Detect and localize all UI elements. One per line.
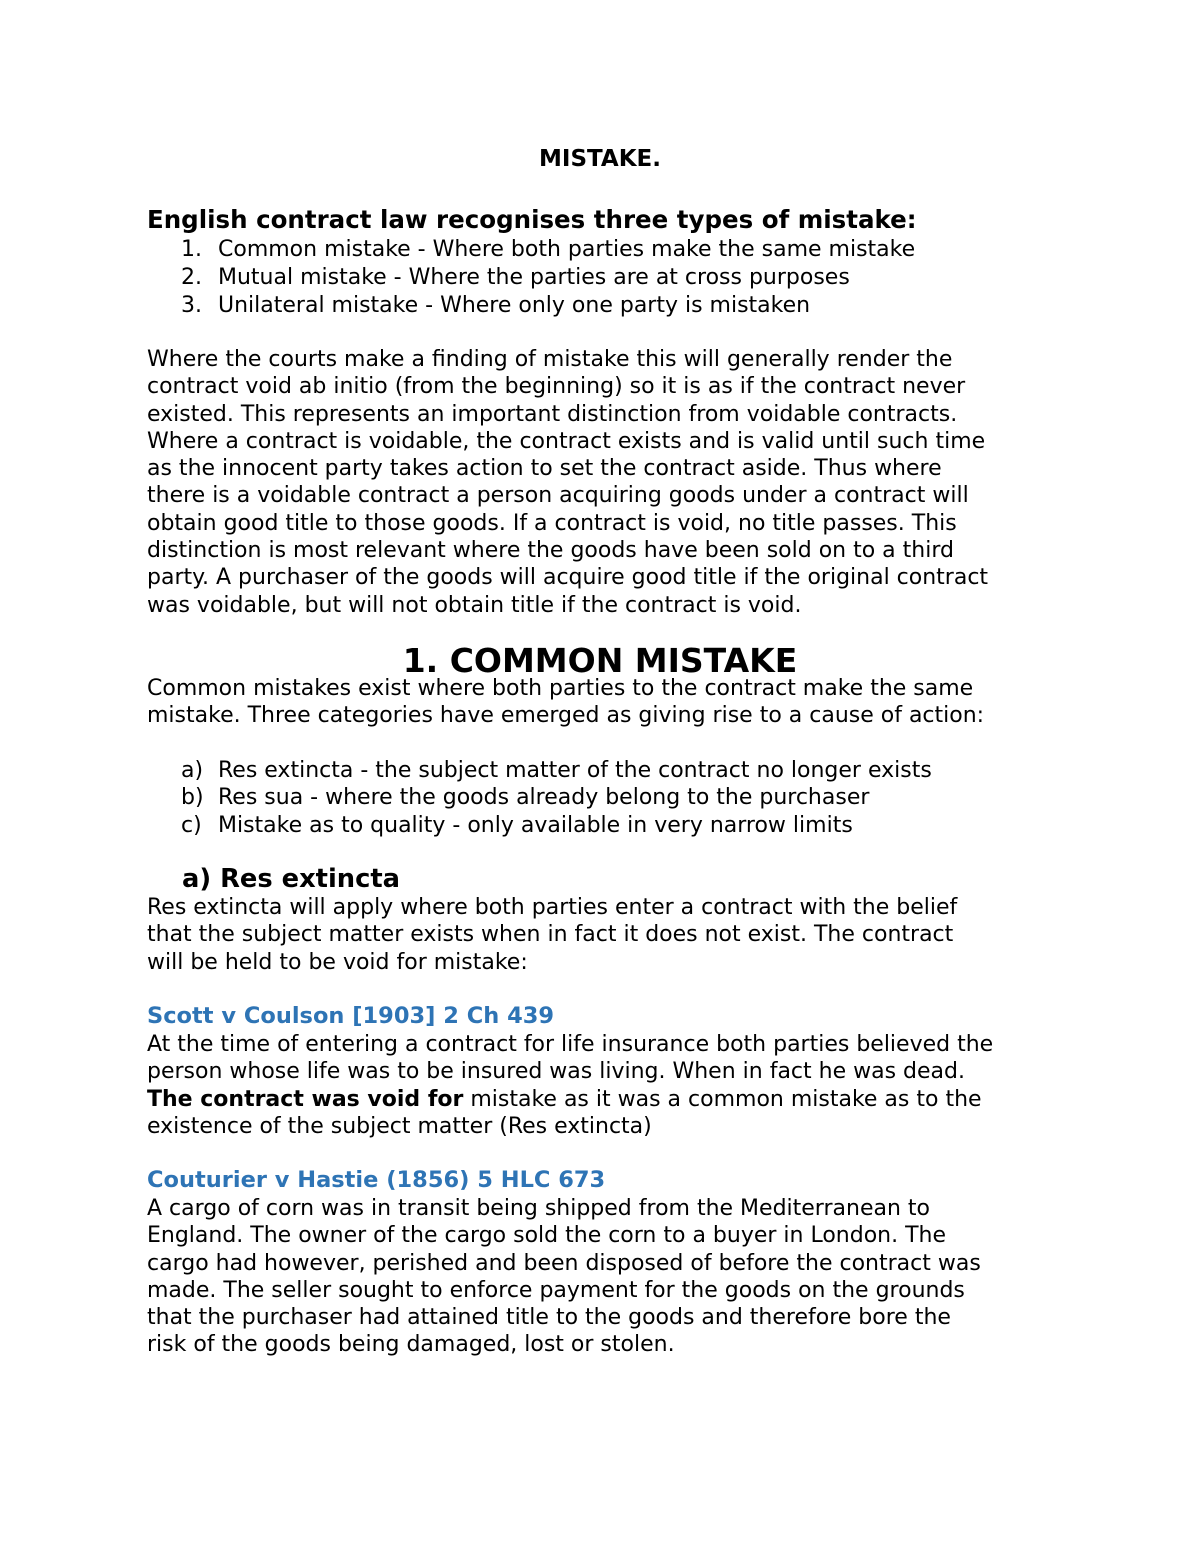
- case-title-couturier-v-hastie: Couturier v Hastie (1856) 5 HLC 673: [147, 1167, 606, 1193]
- paragraph-line: that the subject matter exists when in fact it does not exist. The contract: [147, 922, 954, 948]
- categories-list: [147, 757, 932, 839]
- list-item: [147, 292, 915, 320]
- paragraph-line: cargo had however, perished and been disposed of before the contract was: [147, 1250, 981, 1276]
- intro-heading: English contract law recognises three types of mistake:: [147, 205, 917, 234]
- list-item-text: Mistake as to quality - only available in very narrow limits: [218, 812, 853, 838]
- list-item-text: Res sua - where the goods already belong to the purchaser: [218, 785, 870, 811]
- paragraph-line: Where the courts make a finding of mistake this will generally render the: [147, 347, 953, 372]
- bold-holding-text: The contract was void for: [147, 1086, 464, 1112]
- paragraph-line: existed. This represents an important distinction from voidable contracts.: [147, 401, 958, 427]
- paragraph-line: person whose life was to be insured was living. When in fact he was dead.: [147, 1059, 965, 1085]
- subsection-heading-res-extincta: a) Res extincta: [182, 864, 401, 894]
- page-title: MISTAKE.: [539, 146, 661, 172]
- paragraph-line: risk of the goods being damaged, lost or stolen.: [147, 1332, 675, 1358]
- holding-rest-text: mistake as it was a common mistake as to the: [463, 1086, 982, 1112]
- section-heading-common-mistake: 1. COMMON MISTAKE: [402, 641, 798, 680]
- list-letter: b): [181, 785, 204, 811]
- paragraph-line: party. A purchaser of the goods will acquire good title if the original contract: [147, 565, 989, 591]
- paragraph-line: there is a voidable contract a person acquiring goods under a contract will: [147, 483, 969, 509]
- paragraph-line: Where a contract is voidable, the contract exists and is valid until such time: [147, 428, 986, 454]
- case-title-scott-v-coulson: Scott v Coulson [1903] 2 Ch 439: [147, 1003, 555, 1029]
- paragraph-line: mistake. Three categories have emerged as giving rise to a cause of action:: [147, 703, 985, 729]
- intro-paragraph: [147, 346, 1057, 619]
- mistake-types-list: [147, 236, 915, 320]
- list-item-text: Mutual mistake - Where the parties are at cross purposes: [218, 265, 850, 290]
- paragraph-line: contract void ab initio (from the beginning) so it is as if the contract never: [147, 374, 966, 400]
- list-item: [147, 757, 932, 784]
- paragraph-line: A cargo of corn was in transit being shipped from the Mediterranean to: [147, 1196, 930, 1221]
- list-item-text: Unilateral mistake - Where only one party is mistaken: [218, 293, 811, 318]
- list-item: [147, 812, 932, 839]
- paragraph-line: existence of the subject matter (Res extincta): [147, 1113, 652, 1139]
- list-letter: c): [181, 812, 202, 838]
- paragraph-line: was voidable, but will not obtain title if the contract is void.: [147, 592, 802, 618]
- paragraph-line: At the time of entering a contract for life insurance both parties believed the: [147, 1032, 994, 1057]
- paragraph-line: [147, 1086, 1057, 1113]
- list-item-text: Common mistake - Where both parties make the same mistake: [218, 237, 916, 262]
- paragraph-line: that the purchaser had attained title to the goods and therefore bore the: [147, 1305, 951, 1331]
- res-extincta-paragraph: [147, 894, 1057, 976]
- list-number: 2.: [181, 265, 202, 290]
- case-couturier-v-hastie-paragraph: [147, 1195, 1057, 1359]
- case-scott-v-coulson-paragraph: [147, 1031, 1057, 1140]
- list-item: [147, 264, 915, 292]
- paragraph-line: Res extincta will apply where both parties enter a contract with the belief: [147, 895, 958, 920]
- list-item-text: Res extincta - the subject matter of the contract no longer exists: [218, 758, 932, 783]
- paragraph-line: as the innocent party takes action to set the contract aside. Thus where: [147, 456, 942, 482]
- list-number: 3.: [181, 293, 202, 318]
- paragraph-line: Common mistakes exist where both parties to the contract make the same: [147, 676, 974, 701]
- paragraph-line: England. The owner of the cargo sold the corn to a buyer in London. The: [147, 1223, 947, 1249]
- list-item: [147, 236, 915, 264]
- paragraph-line: obtain good title to those goods. If a contract is void, no title passes. This: [147, 510, 957, 536]
- list-item: [147, 784, 932, 811]
- paragraph-line: distinction is most relevant where the goods have been sold on to a third: [147, 538, 954, 564]
- common-mistake-paragraph: [147, 675, 1057, 730]
- paragraph-line: will be held to be void for mistake:: [147, 949, 528, 975]
- list-number: 1.: [181, 237, 202, 262]
- paragraph-line: made. The seller sought to enforce payment for the goods on the grounds: [147, 1277, 965, 1303]
- list-letter: a): [181, 758, 204, 783]
